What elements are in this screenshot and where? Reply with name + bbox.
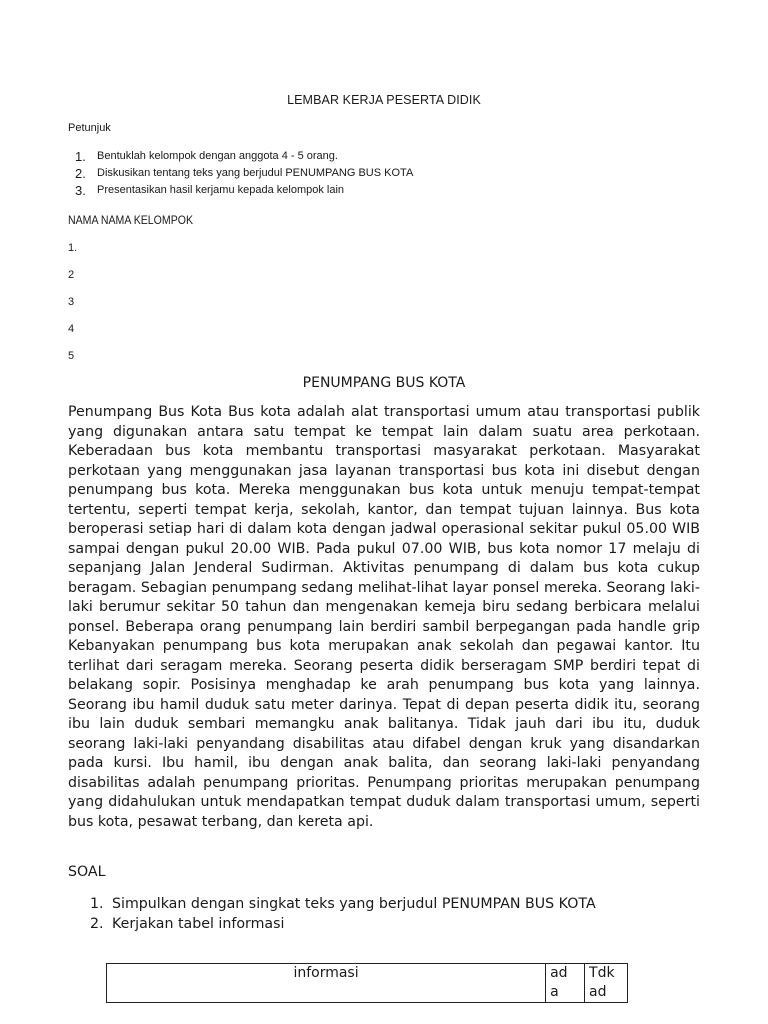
header-informasi: informasi: [107, 964, 546, 1003]
question-number: 2.: [90, 916, 104, 932]
member-line: 5: [68, 350, 75, 362]
instruction-text: Presentasikan hasil kerjamu kepada kelompok lain: [97, 184, 345, 196]
header-ada: ad a: [546, 964, 585, 1003]
question-item: [90, 894, 596, 914]
member-line: 2: [68, 269, 75, 281]
table-header-row: [107, 964, 628, 1003]
question-item: [90, 914, 596, 934]
question-number: 1.: [90, 896, 104, 912]
instruction-text: Diskusikan tentang teks yang berjudul PENUMPANG BUS KOTA: [97, 167, 414, 179]
petunjuk-label: Petunjuk: [68, 122, 111, 134]
instruction-number: 1.: [75, 149, 86, 164]
instruction-item: [75, 182, 413, 199]
soal-label: SOAL: [68, 864, 106, 880]
member-line: 1.: [68, 242, 78, 254]
story-body: Penumpang Bus Kota Bus kota adalah alat transportasi umum atau transportasi publik yang digunakan antara satu tempat ke tempat lain dalam suatu area perkotaan. Keberadaan bus kota membantu transportasi masyarakat perkotaan. Masyarakat perkotaan yang menggunakan jasa layanan transportasi bus kota ini disebut dengan penumpang bus kota. Mereka menggunakan bus kota untuk menuju tempat-tempat tertentu, seperti tempat kerja, sekolah, kantor, dan tempat tujuan lainnya. Bus kota beroperasi setiap hari di dalam kota dengan jadwal operasional sekitar pukul 05.00 WIB sampai dengan pukul 20.00 WIB. Pada pukul 07.00 WIB, bus kota nomor 17 melaju di sepanjang Jalan Jenderal Sudirman. Aktivitas penumpang di dalam bus kota cukup beragam. Sebagian penumpang sedang melihat-lihat layar ponsel mereka. Seorang laki-laki berumur sekitar 50 tahun dan mengenakan kemeja biru sedang berbicara melalui ponsel. Beberapa orang penumpang lain berdiri sambil berpegangan pada handle grip Kebanyakan penumpang bus kota merupakan anak sekolah dan pegawai kantor. Itu terlihat dari seragam mereka. Seorang peserta didik berseragam SMP berdiri tepat di belakang sopir. Posisinya menghadap ke arah penumpang bus kota yang lainnya. Seorang ibu hamil duduk satu meter darinya. Tepat di depan peserta didik itu, seorang ibu lain duduk sembari memangku anak balitanya. Tidak jauh dari ibu itu, duduk seorang laki-laki penyandang disabilitas atau difabel dengan kruk yang disandarkan pada kursi. Ibu hamil, ibu dengan anak balita, dan seorang laki-laki penyandang disabilitas adalah penumpang prioritas. Penumpang prioritas merupakan penumpang yang didahulukan untuk mendapatkan tempat duduk dalam transportasi umum, seperti bus kota, pesawat terbang, dan kereta api.: [68, 404, 700, 830]
member-line: 4: [68, 323, 75, 335]
group-names-label: NAMA NAMA KELOMPOK: [68, 213, 194, 227]
instruction-number: 2.: [75, 166, 86, 181]
group-member-list: [68, 240, 77, 375]
instruction-item: [75, 148, 413, 165]
question-text: Simpulkan dengan singkat teks yang berjudul PENUMPAN BUS KOTA: [112, 896, 596, 912]
question-text: Kerjakan tabel informasi: [112, 916, 285, 932]
question-list: [90, 894, 596, 934]
instruction-text: Bentuklah kelompok dengan anggota 4 - 5 orang.: [97, 150, 338, 162]
header-tidak-ada: Tdk ad: [585, 964, 628, 1003]
instruction-number: 3.: [75, 183, 86, 198]
information-table: [106, 963, 628, 1003]
story-title: PENUMPANG BUS KOTA: [302, 375, 466, 391]
worksheet-title: LEMBAR KERJA PESERTA DIDIK: [287, 93, 481, 107]
member-line: 3: [68, 296, 75, 308]
instruction-list: [75, 148, 413, 199]
instruction-item: [75, 165, 413, 182]
